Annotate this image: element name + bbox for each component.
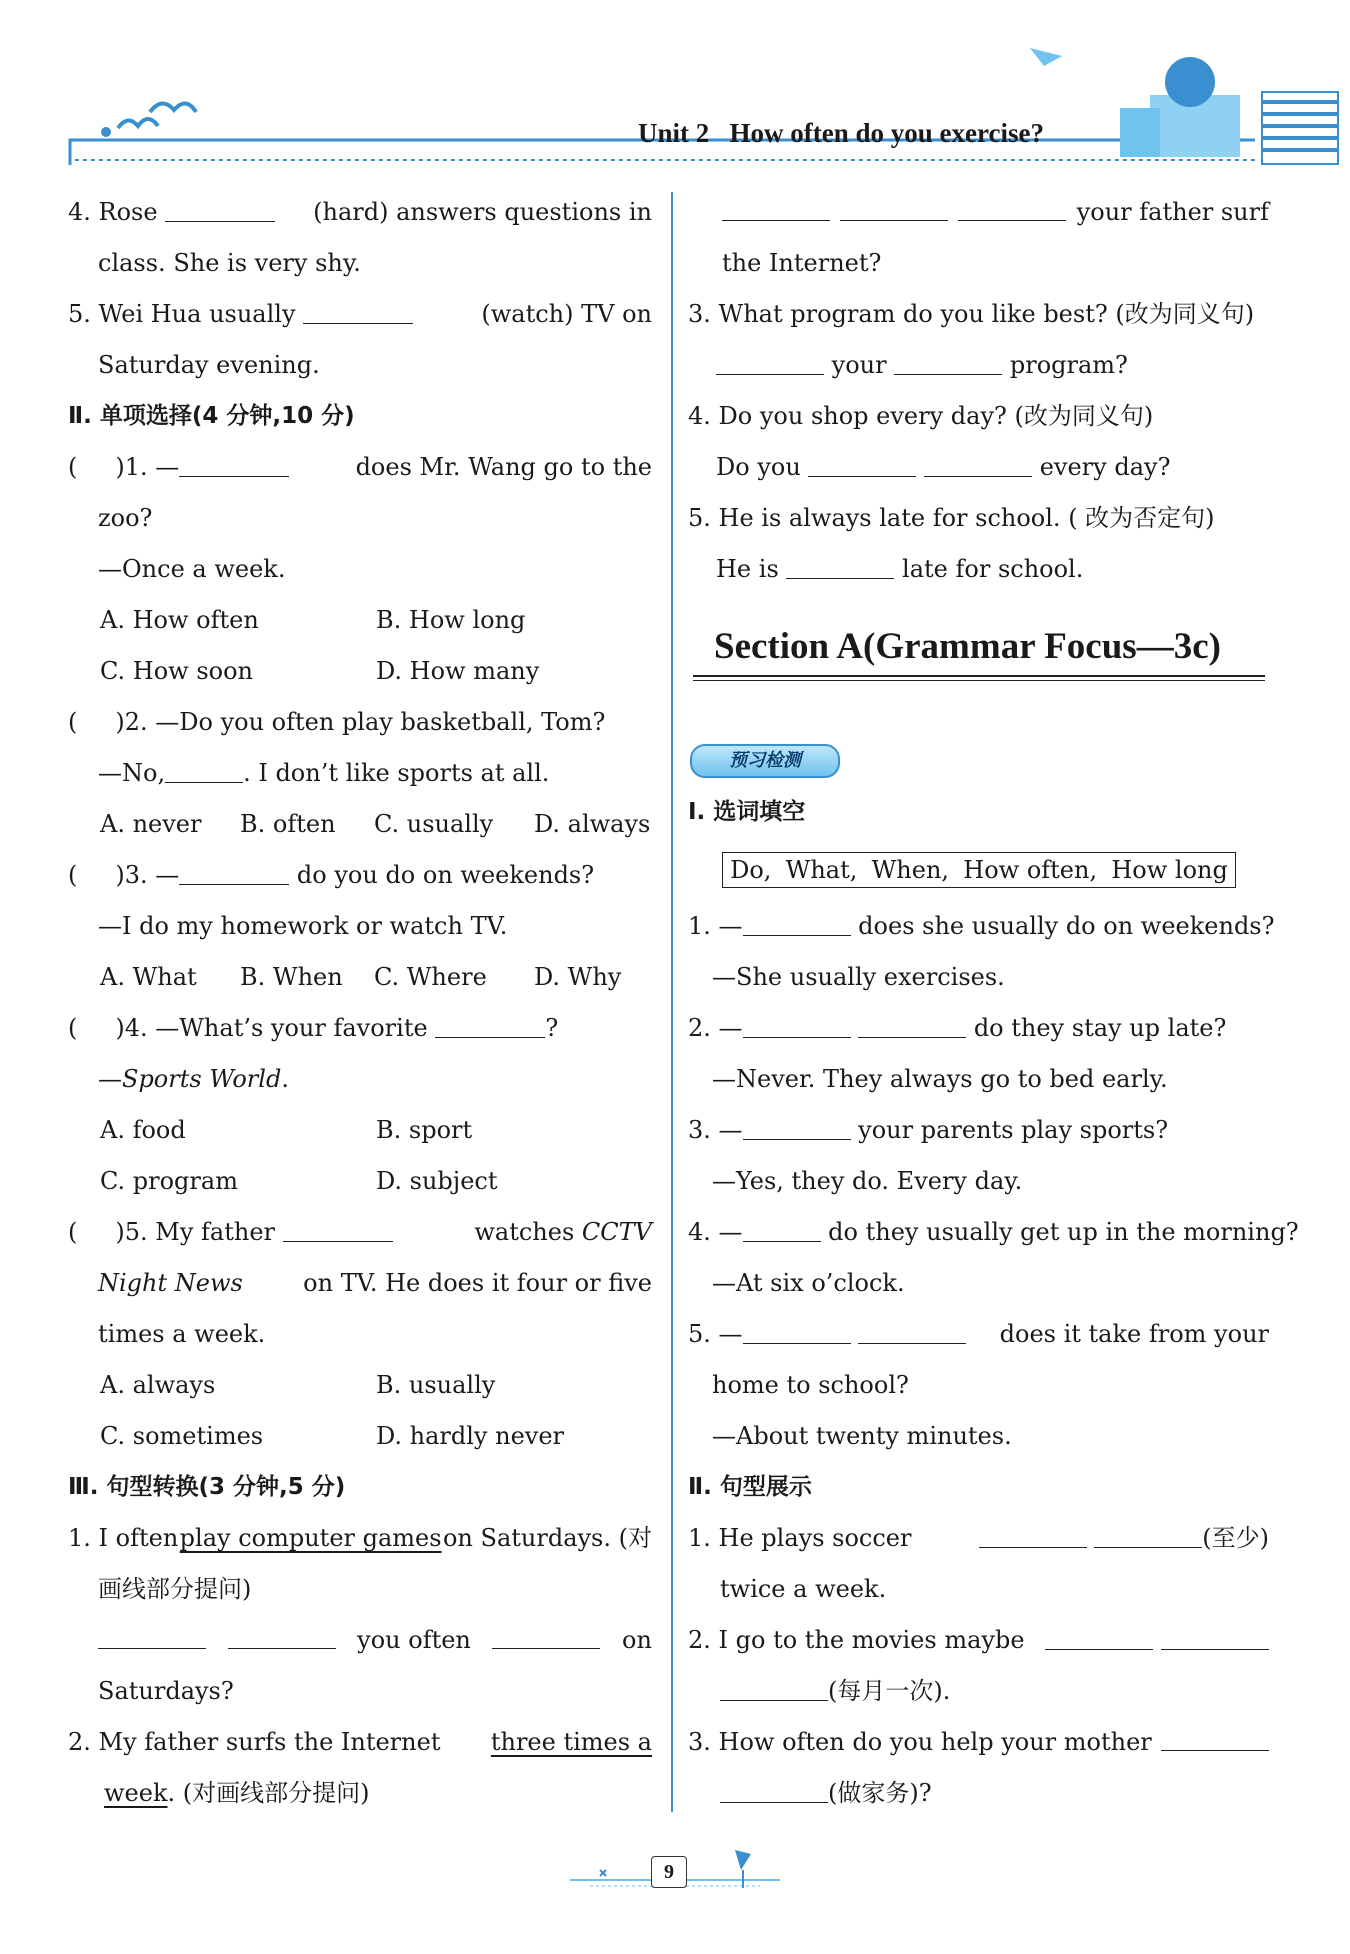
transform-2-line4: the Internet?	[722, 249, 882, 277]
exercise-a5-line2: Saturday evening.	[98, 351, 320, 379]
sentence-1: 1. He plays soccer (至少)	[688, 1518, 1269, 1558]
fill-1-answer: —She usually exercises.	[712, 963, 1005, 991]
fill-5: 5. — does it take from your	[688, 1314, 1269, 1354]
answer-blank[interactable]	[228, 1620, 336, 1649]
mc-question-5-cont: Night News on TV. He does it four or five	[98, 1269, 652, 1297]
mc-question-5-cont2: times a week.	[98, 1320, 266, 1348]
answer-blank[interactable]	[716, 346, 824, 375]
transform-1-line4: Saturdays?	[98, 1677, 234, 1705]
fill-3: 3. — your parents play sports?	[688, 1110, 1168, 1150]
answer-blank[interactable]	[894, 346, 1002, 375]
header-title: Unit 2 How often do you exercise?	[638, 118, 1044, 148]
answer-blank[interactable]	[1161, 1621, 1269, 1650]
fill-2: 2. — do they stay up late?	[688, 1008, 1226, 1048]
mc-question-3: ( )3. — do you do on weekends?	[68, 855, 594, 895]
mc-question-3-answer: —I do my homework or watch TV.	[98, 912, 508, 940]
section-heading-transformation: Ⅲ. 句型转换(3 分钟,5 分)	[68, 1474, 346, 1500]
sentence-1-cont: twice a week.	[720, 1575, 887, 1603]
transform-4-line2: Do you every day?	[716, 447, 1170, 487]
answer-blank[interactable]	[979, 1519, 1087, 1548]
answer-blank[interactable]	[179, 856, 289, 885]
sentence-3: 3. How often do you help your mother	[688, 1722, 1269, 1762]
transform-2-line1: 2. My father surfs the Internet three times a	[68, 1728, 652, 1756]
answer-blank[interactable]	[98, 1620, 206, 1649]
answer-blank[interactable]	[722, 192, 830, 221]
answer-blank[interactable]	[303, 295, 413, 324]
answer-blank[interactable]	[720, 1672, 828, 1701]
option-c: C. How soon	[100, 657, 253, 685]
word-bank-box: Do, What, When, How often, How long	[722, 852, 1236, 888]
answer-blank[interactable]	[858, 1009, 966, 1038]
sentence-2: 2. I go to the movies maybe	[688, 1620, 1269, 1660]
transform-5-line2: He is late for school.	[716, 549, 1083, 589]
mc-question-4: ( )4. —What’s your favorite ?	[68, 1008, 558, 1048]
fill-4-answer: —At six o’clock.	[712, 1269, 905, 1297]
exercise-a4-line2: class. She is very shy.	[98, 249, 361, 277]
option-d: D. hardly never	[376, 1422, 565, 1450]
option-a: A. always	[100, 1371, 216, 1399]
option-d: D. Why	[534, 963, 622, 991]
exercise-a4-line1: 4. Rose (hard) answers questions in	[68, 192, 652, 232]
answer-blank[interactable]	[786, 550, 894, 579]
answer-blank[interactable]	[283, 1213, 393, 1242]
transform-1-line1: 1. I often play computer games on Saturdays. (对	[68, 1524, 652, 1552]
answer-blank[interactable]	[840, 192, 948, 221]
fill-4: 4. — do they usually get up in the morning?	[688, 1212, 1299, 1252]
option-d: D. subject	[376, 1167, 498, 1195]
preview-badge: 预习检测	[690, 744, 840, 778]
answer-blank[interactable]	[743, 907, 851, 936]
mc-question-5: ( )5. My father watches CCTV	[68, 1212, 652, 1252]
header-decoration	[0, 0, 1350, 180]
answer-blank[interactable]	[720, 1774, 828, 1803]
mc-question-1-cont: zoo?	[98, 504, 153, 532]
transform-1-line3: you often on	[98, 1620, 652, 1660]
mc-question-2: ( )2. —Do you often play basketball, Tom?	[68, 708, 606, 736]
answer-blank[interactable]	[808, 448, 916, 477]
answer-blank[interactable]	[743, 1009, 851, 1038]
section-title-rule	[693, 675, 1265, 677]
answer-blank[interactable]	[165, 193, 275, 222]
section-heading-multiple-choice: Ⅱ. 单项选择(4 分钟,10 分)	[68, 403, 355, 429]
option-b: B. How long	[376, 606, 526, 634]
answer-blank[interactable]	[1094, 1519, 1202, 1548]
option-a: A. How often	[100, 606, 259, 634]
option-d: D. always	[534, 810, 651, 838]
option-c: C. program	[100, 1167, 238, 1195]
section-title: Section A(Grammar Focus—3c)	[714, 626, 1221, 667]
answer-blank[interactable]	[924, 448, 1032, 477]
transform-5-line1: 5. He is always late for school. ( 改为否定句)	[688, 504, 1215, 532]
option-b: B. When	[240, 963, 343, 991]
sentence-2-cont: (每月一次).	[720, 1671, 950, 1711]
answer-blank[interactable]	[958, 192, 1066, 221]
option-b: B. usually	[376, 1371, 496, 1399]
option-c: C. sometimes	[100, 1422, 264, 1450]
transform-2-line3: your father surf	[722, 192, 1269, 232]
transform-3-line1: 3. What program do you like best? (改为同义句)	[688, 300, 1255, 328]
fill-2-answer: —Never. They always go to bed early.	[712, 1065, 1168, 1093]
transform-2-line2: week. (对画线部分提问)	[104, 1779, 370, 1807]
answer-blank[interactable]	[165, 754, 243, 783]
transform-4-line1: 4. Do you shop every day? (改为同义句)	[688, 402, 1154, 430]
answer-blank[interactable]	[743, 1111, 851, 1140]
answer-blank[interactable]	[743, 1213, 821, 1242]
section-heading-word-fill: Ⅰ. 选词填空	[688, 799, 806, 825]
answer-blank[interactable]	[858, 1315, 966, 1344]
page-number: 9	[651, 1856, 687, 1888]
transform-1-line2: 画线部分提问)	[98, 1575, 252, 1603]
section-title-rule	[693, 680, 1265, 681]
mc-question-1: ( )1. — does Mr. Wang go to the	[68, 447, 652, 487]
column-divider	[671, 192, 673, 1812]
option-b: B. sport	[376, 1116, 473, 1144]
fill-5-cont: home to school?	[712, 1371, 909, 1399]
option-c: C. usually	[374, 810, 494, 838]
option-d: D. How many	[376, 657, 540, 685]
fill-1: 1. — does she usually do on weekends?	[688, 906, 1275, 946]
answer-blank[interactable]	[179, 448, 289, 477]
option-c: C. Where	[374, 963, 487, 991]
answer-blank[interactable]	[492, 1620, 600, 1649]
option-a: A. food	[100, 1116, 186, 1144]
answer-blank[interactable]	[1045, 1621, 1153, 1650]
sentence-3-cont: (做家务)?	[720, 1773, 932, 1813]
mc-question-4-answer: —Sports World.	[98, 1065, 289, 1093]
transform-3-line2: your program?	[716, 345, 1128, 385]
fill-5-answer: —About twenty minutes.	[712, 1422, 1012, 1450]
mc-question-1-answer: —Once a week.	[98, 555, 286, 583]
option-b: B. often	[240, 810, 336, 838]
exercise-a5-line1: 5. Wei Hua usually (watch) TV on	[68, 294, 652, 334]
option-a: A. never	[100, 810, 202, 838]
option-a: A. What	[100, 963, 197, 991]
section-heading-sentence-display: Ⅱ. 句型展示	[688, 1474, 812, 1500]
fill-3-answer: —Yes, they do. Every day.	[712, 1167, 1023, 1195]
answer-blank[interactable]	[435, 1009, 545, 1038]
mc-question-2-answer: —No, . I don’t like sports at all.	[98, 753, 549, 793]
answer-blank[interactable]	[1161, 1722, 1269, 1751]
answer-blank[interactable]	[743, 1315, 851, 1344]
